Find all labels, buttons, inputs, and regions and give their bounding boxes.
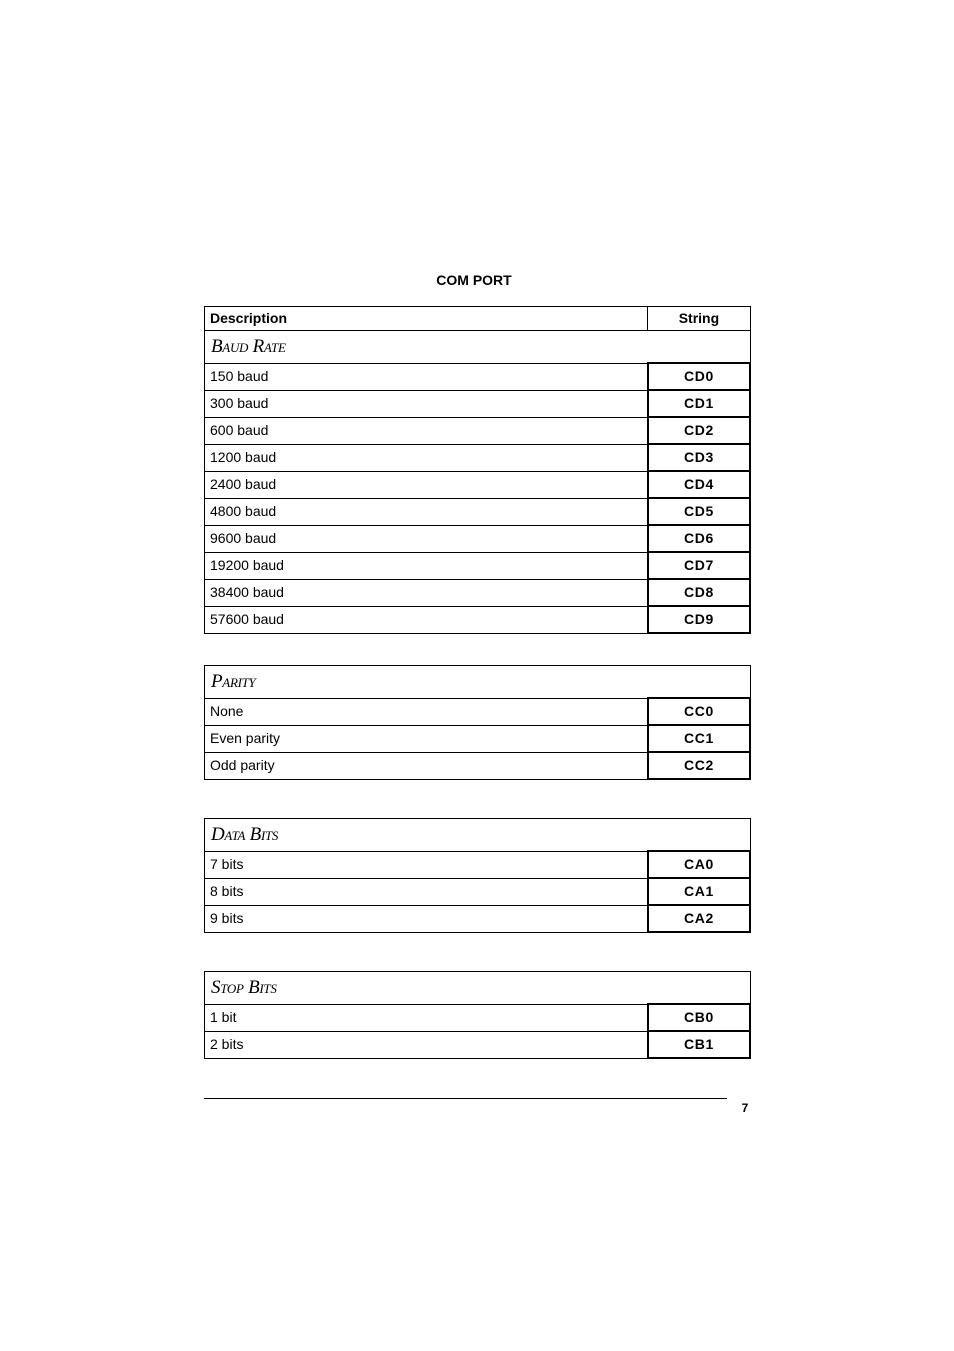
baud-rate-table: [204, 306, 751, 634]
table-row: [205, 579, 751, 606]
section-title-data-bits: Data Bits: [205, 819, 751, 852]
page-title: COM PORT: [436, 272, 512, 288]
row-code: CD0: [648, 363, 750, 390]
parity-table: [204, 665, 751, 780]
row-code: CD1: [648, 390, 750, 417]
table-row: [205, 1031, 751, 1058]
row-description: 7 bits: [205, 851, 648, 878]
row-description: 9600 baud: [205, 525, 648, 552]
row-description: 300 baud: [205, 390, 648, 417]
row-description: 2 bits: [205, 1031, 648, 1058]
row-description: 4800 baud: [205, 498, 648, 525]
table-header-row: [205, 307, 751, 331]
row-description: 600 baud: [205, 417, 648, 444]
row-code: CC2: [648, 752, 750, 779]
row-code: CD6: [648, 525, 750, 552]
table-row: [205, 471, 751, 498]
row-code: CB1: [648, 1031, 750, 1058]
row-code: CD7: [648, 552, 750, 579]
table-row: [205, 498, 751, 525]
table-row: [205, 725, 751, 752]
row-code: CD5: [648, 498, 750, 525]
table-row: [205, 698, 751, 725]
table-row: [205, 878, 751, 905]
row-description: 1200 baud: [205, 444, 648, 471]
table-row: [205, 390, 751, 417]
row-description: 2400 baud: [205, 471, 648, 498]
row-description: 57600 baud: [205, 606, 648, 633]
section-header-row: [205, 666, 751, 699]
data-bits-table: [204, 818, 751, 933]
table-row: [205, 752, 751, 779]
table-row: [205, 606, 751, 633]
table-row: [205, 552, 751, 579]
row-description: 19200 baud: [205, 552, 648, 579]
table-row: [205, 905, 751, 932]
row-code: CD8: [648, 579, 750, 606]
row-description: 8 bits: [205, 878, 648, 905]
row-code: CD9: [648, 606, 750, 633]
row-code: CD4: [648, 471, 750, 498]
table-row: [205, 1004, 751, 1031]
table-row: [205, 363, 751, 390]
table-row: [205, 851, 751, 878]
string-column-header: String: [648, 307, 750, 331]
table-row: [205, 525, 751, 552]
section-title-stop-bits: Stop Bits: [205, 972, 751, 1005]
row-description: Odd parity: [205, 752, 648, 779]
row-code: CD2: [648, 417, 750, 444]
row-description: None: [205, 698, 648, 725]
section-title-parity: Parity: [205, 666, 751, 699]
row-description: 1 bit: [205, 1004, 648, 1031]
row-code: CB0: [648, 1004, 750, 1031]
row-description: 9 bits: [205, 905, 648, 932]
row-code: CD3: [648, 444, 750, 471]
table-row: [205, 444, 751, 471]
section-header-row: [205, 819, 751, 852]
row-code: CA2: [648, 905, 750, 932]
description-column-header: Description: [205, 307, 648, 331]
row-description: 38400 baud: [205, 579, 648, 606]
page-number: 7: [741, 1101, 749, 1115]
row-description: 150 baud: [205, 363, 648, 390]
row-code: CA1: [648, 878, 750, 905]
section-header-row: [205, 972, 751, 1005]
row-code: CC1: [648, 725, 750, 752]
stop-bits-table: [204, 971, 751, 1059]
row-description: Even parity: [205, 725, 648, 752]
footer-divider: [204, 1098, 727, 1099]
row-code: CA0: [648, 851, 750, 878]
section-header-row: [205, 331, 751, 364]
section-title-baud-rate: Baud Rate: [205, 331, 751, 364]
table-row: [205, 417, 751, 444]
row-code: CC0: [648, 698, 750, 725]
